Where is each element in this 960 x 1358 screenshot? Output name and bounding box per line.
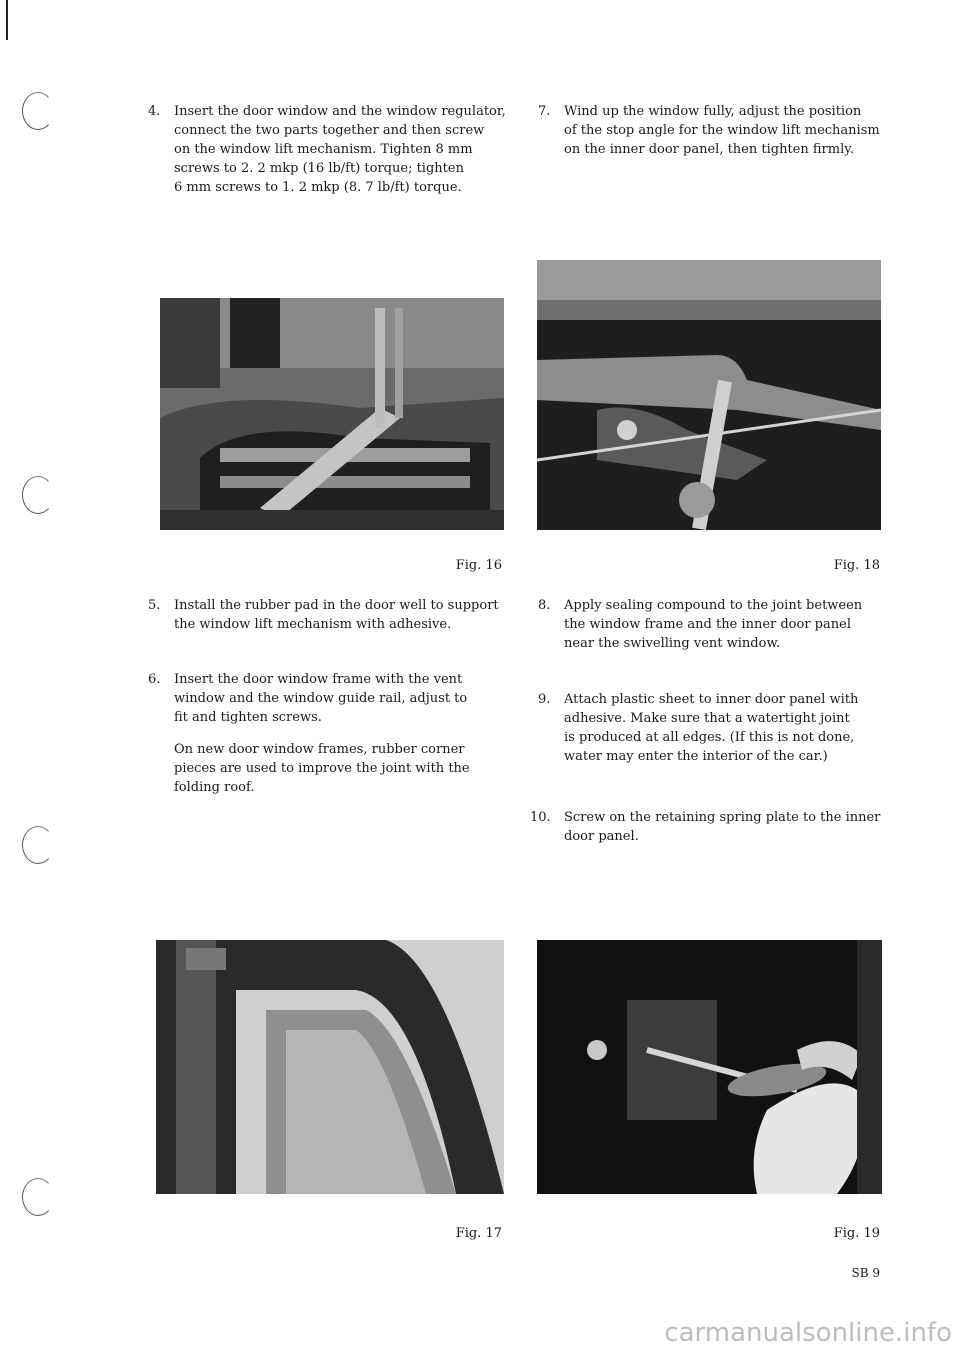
- step-8: [538, 596, 908, 653]
- step-text: Install the rubber pad in the door well to support the window lift mechanism with adhesive.: [174, 598, 499, 632]
- step-number: 7.: [538, 104, 551, 119]
- stop-angle-photo: [537, 260, 881, 530]
- step-number: 4.: [148, 104, 161, 119]
- step-number: 8.: [538, 598, 551, 613]
- step-number: 9.: [538, 692, 551, 707]
- step-text: Attach plastic sheet to inner door panel with adhesive. Make sure that a watertight joint is produced at all edges. (If this is not done, water may enter the interior of the car.): [564, 692, 859, 764]
- fig-17-photo: [156, 940, 504, 1194]
- fig-18-photo: [537, 260, 881, 530]
- punch-hole: [22, 1178, 54, 1216]
- note-rubber-corners: On new door window frames, rubber corner pieces are used to improve the joint with the folding roof.: [174, 742, 470, 795]
- fig-19-photo: [537, 940, 882, 1194]
- step-10: [530, 808, 910, 846]
- fig-16-photo: [160, 298, 504, 530]
- window-frame-photo: [156, 940, 504, 1194]
- step-5: [148, 596, 518, 634]
- fig-17-caption: Fig. 17: [455, 1226, 502, 1241]
- step-text: Apply sealing compound to the joint between the window frame and the inner door panel near the swivelling vent window.: [564, 598, 863, 651]
- punch-hole: [22, 92, 54, 130]
- step-text: Insert the door window and the window regulator, connect the two parts together and then screw on the window lift mechanism. Tighten 8 mm screws to 2. 2 mkp (16 lb/ft) torque; tighten 6 mm screws to 1. 2 mkp (8. 7 lb/ft) torque.: [174, 104, 506, 195]
- fig-18-caption: Fig. 18: [833, 558, 880, 573]
- step-number: 5.: [148, 598, 161, 613]
- window-regulator-photo: [160, 298, 504, 530]
- step-text: Wind up the window fully, adjust the position of the stop angle for the window lift mechanism on the inner door panel, then tighten firmly.: [564, 104, 880, 157]
- fig-19-caption: Fig. 19: [833, 1226, 880, 1241]
- step-number: 10.: [530, 810, 551, 825]
- punch-hole: [22, 826, 54, 864]
- watermark: carmanualsonline.info: [664, 1318, 952, 1348]
- step-text: Screw on the retaining spring plate to the inner door panel.: [564, 810, 881, 844]
- spring-plate-photo: [537, 940, 882, 1194]
- step-9: [538, 690, 908, 766]
- step-6: [148, 670, 518, 727]
- step-7: [538, 102, 908, 159]
- fig-16-caption: Fig. 16: [455, 558, 502, 573]
- page-edge-mark: [6, 0, 8, 40]
- page-number: SB 9: [851, 1266, 880, 1280]
- punch-hole: [22, 476, 54, 514]
- step-number: 6.: [148, 672, 161, 687]
- step-4: [148, 102, 518, 197]
- step-text: Insert the door window frame with the vent window and the window guide rail, adjust to fit and tighten screws.: [174, 672, 468, 725]
